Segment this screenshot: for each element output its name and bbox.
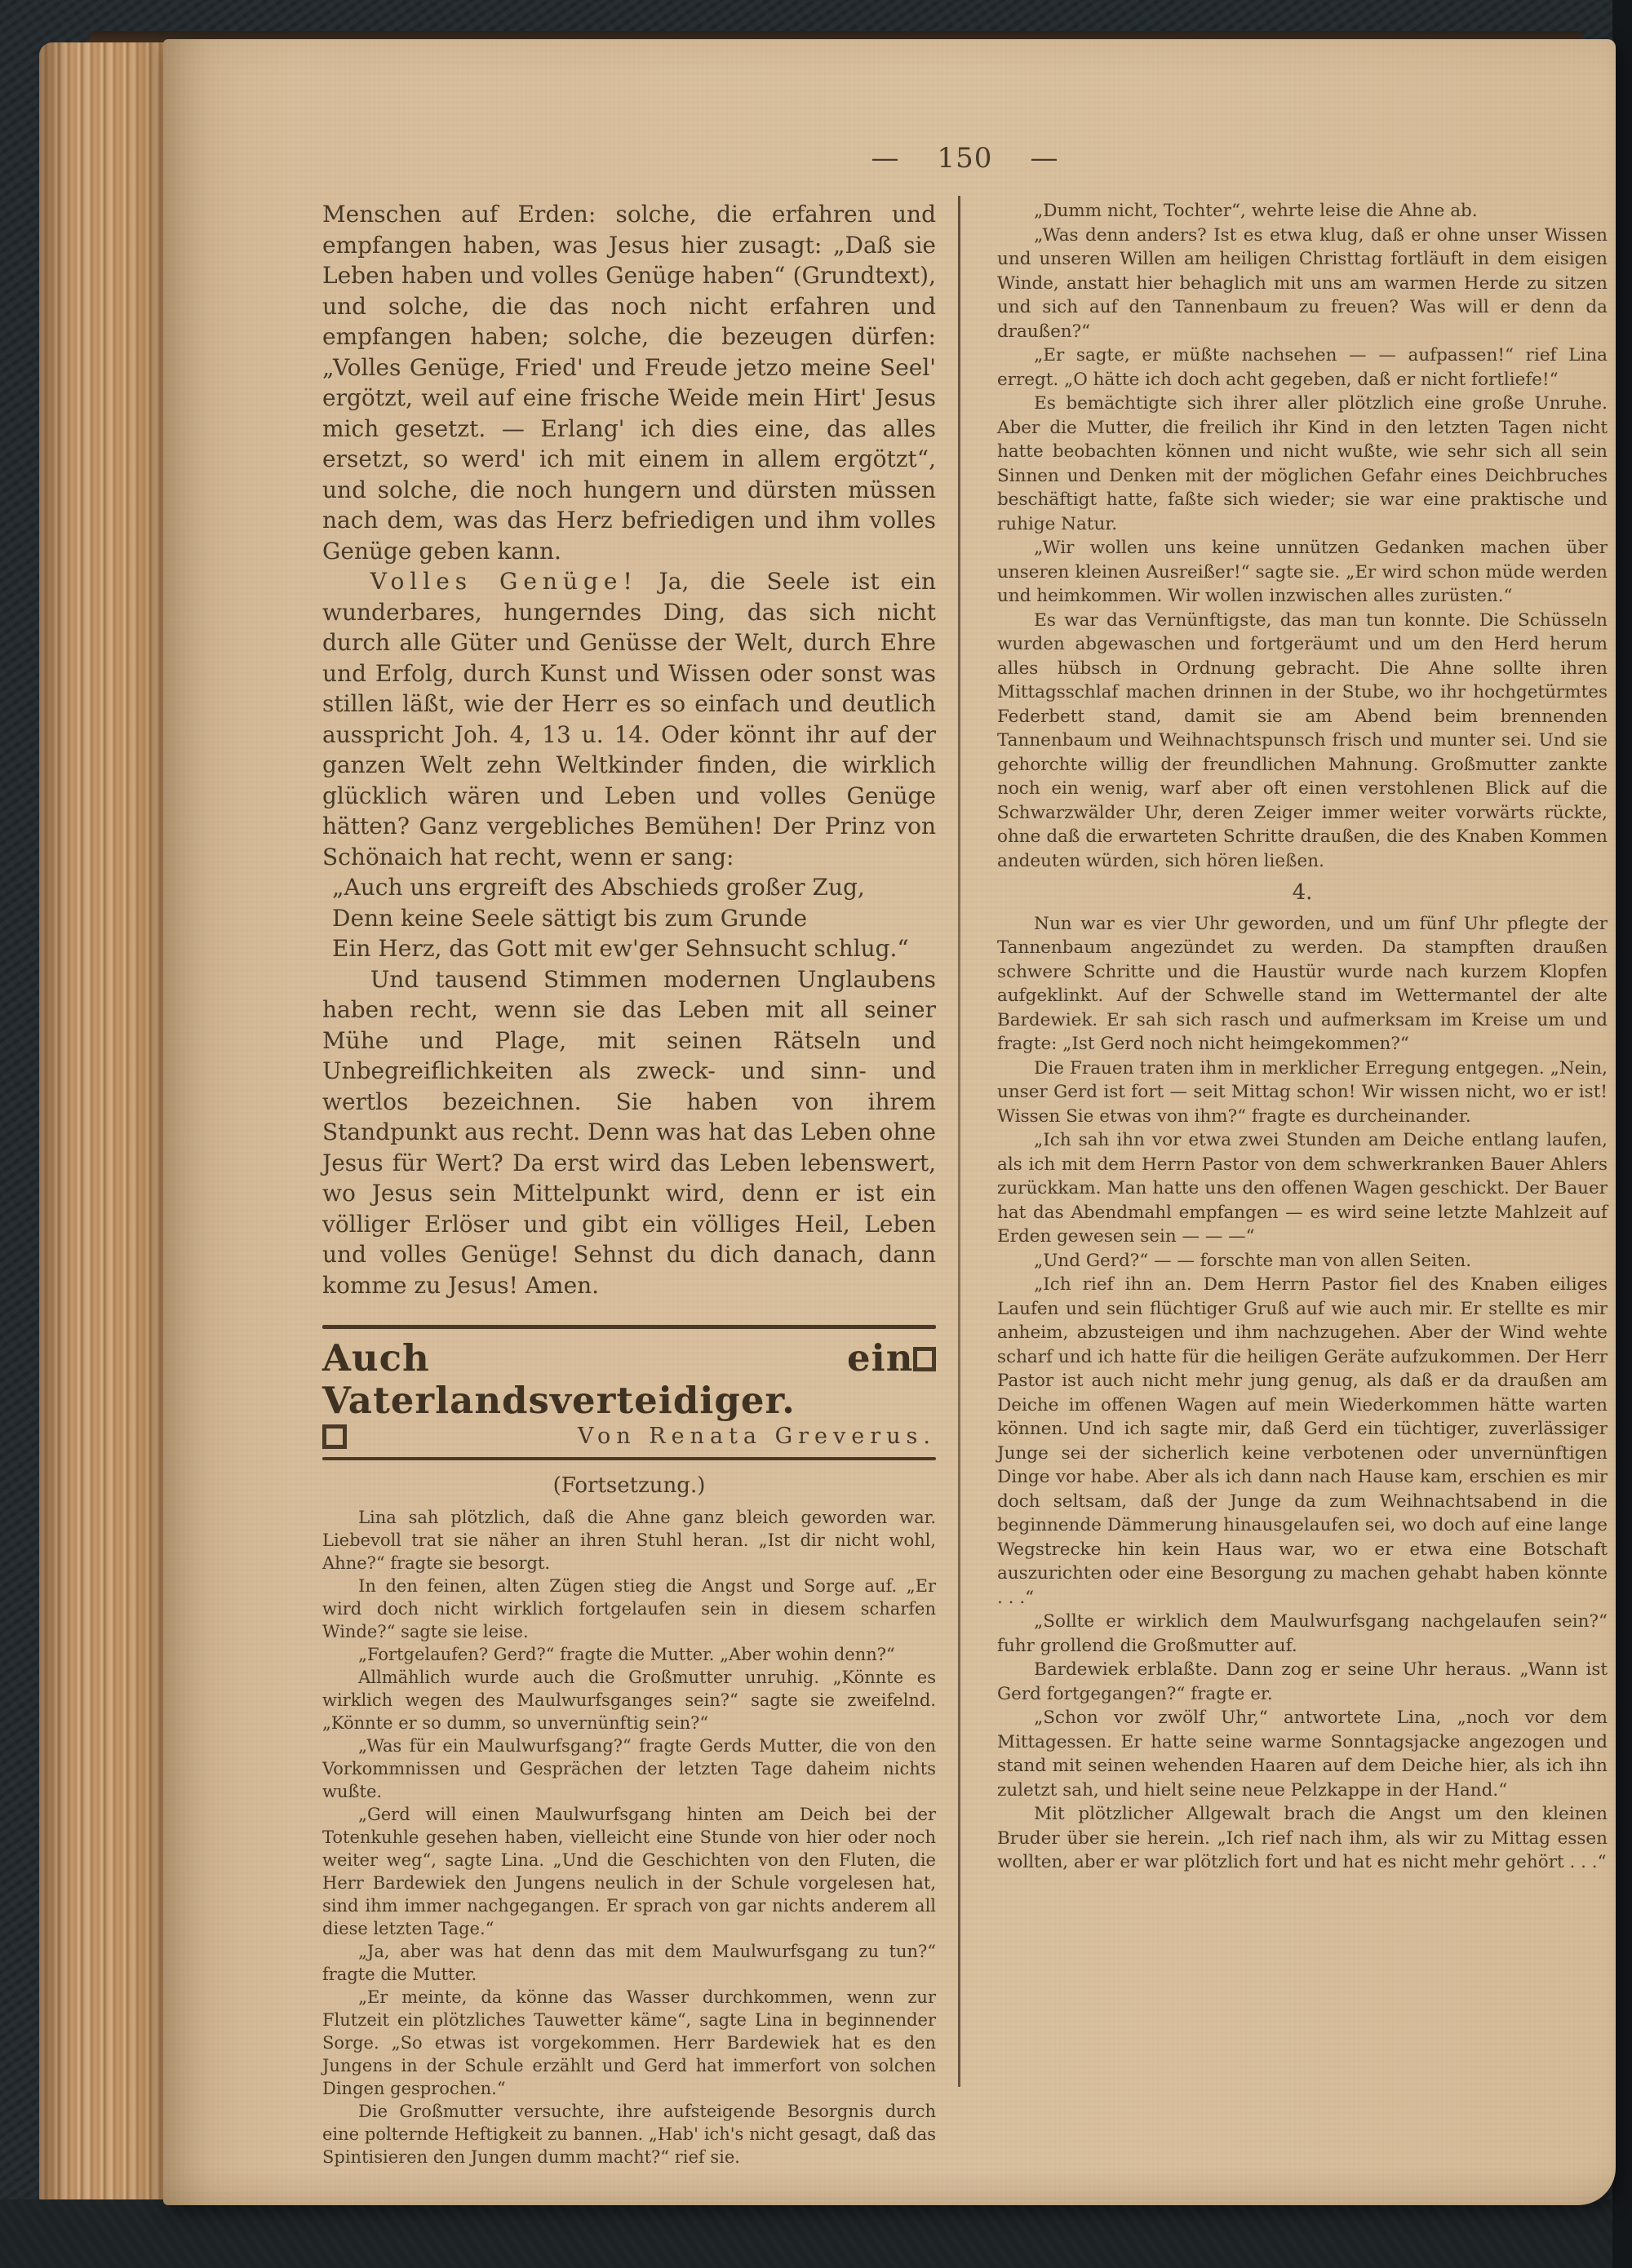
paragraph: „Er meinte, da könne das Wasser durchkommen, wenn zur Flutzeit ein plötzliches Tauwetter käme“, sagte Lina in beginnender Sorge. „So etwas ist vorgekommen. Herr Bardewiek hat es den Jungens in der Schule erzählt und Gerd hat immerfort von solchen Dingen gesprochen.“ — [322, 1987, 936, 2098]
left-column — [322, 199, 936, 2168]
page-number — [322, 142, 1608, 175]
paragraph: Lina sah plötzlich, daß die Ahne ganz bleich geworden war. Liebevoll trat sie näher an ihren Stuhl heran. „Ist dir nicht wohl, Ahne?“ fragte sie besorgt. — [322, 1508, 936, 1573]
book-cover-bottom — [0, 2199, 1632, 2268]
book-page — [163, 39, 1616, 2205]
page-number-value: 150 — [937, 142, 993, 175]
paragraph: Und tausend Stimmen modernen Unglaubens haben recht, wenn sie das Leben mit all seiner Mühe und Plage, mit seinen Rätseln und Unbegreiflichkeiten als zweck- und sinn- und wertlos bezeichnen. Sie haben von ihrem Standpunkt aus recht. Denn was hat das Leben ohne Jesus für Wert? Da erst wird das Leben lebenswert, wo Jesus sein Mittelpunkt wird, denn er ist ein völliger Erlöser und gibt ein völliges Heil, Leben und volles Genüge! Sehnst du dich danach, dann komme zu Jesus! Amen. — [322, 965, 936, 1299]
paragraph: „Er sagte, er müßte nachsehen — — aufpassen!“ rief Lina erregt. „O hätte ich doch acht gegeben, daß er nicht fortliefe!“ — [997, 345, 1608, 390]
continuation-note: (Fortsetzung.) — [552, 1473, 706, 1498]
ornament-square-icon — [913, 1347, 936, 1371]
paragraph: „Ich sah ihn vor etwa zwei Stunden am Deiche entlang laufen, als ich mit dem Herrn Pastor von dem schwerkranken Bauer Ahlers zurückkam. Man hatte uns den offenen Wagen geschickt. Der Bauer hat das Abendmahl empfangen — es wird seine letzte Mahlzeit auf Erden gewesen sein — — —“ — [997, 1130, 1608, 1247]
paragraph: „Ja, aber was hat denn das mit dem Maulwurfsgang zu tun?“ fragte die Mutter. — [322, 1942, 936, 1984]
paragraph: „Und Gerd?“ — — forschte man von allen Seiten. — [1034, 1250, 1472, 1271]
paragraph: In den feinen, alten Zügen stieg die Angst und Sorge auf. „Er wird doch nicht wirklich fortgelaufen sein in diesem scharfen Winde?“ sagte sie leise. — [322, 1576, 936, 1641]
ornament-square-icon — [322, 1424, 347, 1449]
paragraph: „Schon vor zwölf Uhr,“ antwortete Lina, „noch vor dem Mittagessen. Er hatte seine warme Sonntagsjacke angezogen und stand mit seinen wehenden Haaren auf dem Deiche hier, als ich ihn zuletzt sah, und hielt seine neue Pelzkappe in der Hand.“ — [997, 1708, 1608, 1801]
story-heading-block — [322, 1325, 936, 1498]
paragraph: Es war das Vernünftigste, das man tun konnte. Die Schüsseln wurden abgewaschen und fortgeräumt und um den Herd herum alles hübsch in Ordnung gebracht. Die Ahne sollte ihren Mittagsschlaf machen drinnen in der Stube, wo ihr hochgetürmtes Federbett stand, damit sie am Abend beim brennenden Tannenbaum und Weihnachtspunsch frisch und munter sei. Und sie gehorchte willig der freundlichen Mahnung. Großmutter zankte noch ein wenig, warf aber oft einen verstohlenen Blick auf die Schwarzwälder Uhr, deren Zeiger immer weiter vorwärts rückte, ohne daß die erwarteten Schritte draußen, die des Knaben Kommen andeuten würden, sich hören ließen. — [997, 609, 1608, 871]
paragraph: Die Frauen traten ihm in merklicher Erregung entgegen. „Nein, unser Gerd ist fort — seit Mittag schon! Wir wissen nicht, wo er ist! Wissen Sie etwas von ihm?“ fragte es durcheinander. — [997, 1057, 1608, 1127]
page-number-dash-right: — — [1030, 142, 1059, 175]
paragraph: Menschen auf Erden: solche, die erfahren und empfangen haben, was Jesus hier zusagt: „Daß sie Leben haben und volles Genüge haben“ (Grundtext), und solche, die das noch nicht erfahren und empfangen haben; solche, die bezeugen dürfen: „Volles Genüge, Fried' und Freude jetzo meine Seel' ergötzt, weil auf eine frische Weide mein Hirt' Jesus mich gesetzt. — Erlang' ich dies eine, das alles ersetzt, so werd' ich mit einem in allem ergötzt“, und solche, die noch hungern und dürsten müssen nach dem, was das Herz befriedigen und ihm volles Genüge geben kann. — [322, 201, 936, 565]
paragraph: „Fortgelaufen? Gerd?“ fragte die Mutter. „Aber wohin denn?“ — [358, 1645, 895, 1664]
paragraph: „Dumm nicht, Tochter“, wehrte leise die Ahne ab. — [1034, 201, 1478, 221]
paragraph: Es bemächtigte sich ihrer aller plötzlich eine große Unruhe. Aber die Mutter, die freilich ihr Kind in den letzten Tagen nicht hatte beobachten können und nicht wußte, wie sehr sich all sein Sinnen und Denken mit der möglichen Gefahr eines Deichbruches beschäftigt hatte, faßte sich wieder; sie war eine praktische und ruhige Natur. — [997, 393, 1608, 534]
paragraph: Allmählich wurde auch die Großmutter unruhig. „Könnte es wirklich wegen des Maulwurfsganges sein?“ sagte sie zweifelnd. „Könnte er so dumm, so unvernünftig sein?“ — [322, 1668, 936, 1733]
paragraph: „Was denn anders? Ist es etwa klug, daß er ohne unser Wissen und unseren Willen am heiligen Christtag fortläuft in dem eisigen Winde, anstatt hier behaglich mit uns am warmen Herde zu sitzen und sich auf den Tannenbaum zu freuen? Was will er denn da draußen?“ — [997, 224, 1608, 342]
story-text-left — [322, 1506, 936, 2168]
paragraph: Volles Genüge! Ja, die Seele ist ein wunderbares, hungerndes Ding, das sich nicht durch alle Güter und Genüsse der Welt, durch Ehre und Erfolg, durch Kunst und Wissen oder sonst was stillen läßt, wie der Herr es so einfach und deutlich ausspricht Joh. 4, 13 u. 14. Oder könnt ihr auf der ganzen Welt zehn Weltkinder finden, die wirklich glücklich wären und Leben und volles Genüge hätten? Ganz vergebliches Bemühen! Der Prinz von Schönaich hat recht, wenn er sang: — [322, 568, 936, 870]
story-title: Auch ein Vaterlandsverteidiger. — [322, 1336, 914, 1422]
story-text-right — [997, 199, 1608, 1875]
devotional-article-end — [322, 199, 936, 1300]
heading-rule-bottom — [322, 1457, 936, 1460]
paragraph: Bardewiek erblaßte. Dann zog er seine Uhr heraus. „Wann ist Gerd fortgegangen?“ fragte er. — [997, 1659, 1608, 1704]
right-column — [997, 199, 1608, 1875]
spaced-emphasis: Volles Genüge! — [370, 568, 638, 595]
paragraph: Mit plötzlicher Allgewalt brach die Angst um den kleinen Bruder über sie herein. „Ich rief nach ihm, als wir zu Mittag essen wollten, aber er war plötzlich fort und hat es nicht mehr gehört . . .“ — [997, 1804, 1608, 1872]
heading-rule-top — [322, 1325, 936, 1329]
verse-paragraph: „Auch uns ergreift des Abschieds großer Zug, Denn keine Seele sättigt bis zum Grunde Ein Herz, das Gott mit ew'ger Sehnsucht schlug.“ — [332, 874, 909, 962]
paragraph: „Wir wollen uns keine unnützen Gedanken machen über unseren kleinen Ausreißer!“ sagte sie. „Er wird schon müde werden und heimkommen. Wir wollen inzwischen alles zurüsten.“ — [997, 538, 1608, 606]
paragraph: „Sollte er wirklich dem Maulwurfsgang nachgelaufen sein?“ fuhr grollend die Großmutter auf. — [997, 1611, 1608, 1656]
paragraph: Die Großmutter versuchte, ihre aufsteigende Besorgnis durch eine polternde Heftigkeit zu bannen. „Hab' ich's nicht gesagt, daß das Spintisieren den Jungen dumm macht?“ rief sie. — [322, 2102, 936, 2167]
column-divider-rule — [958, 196, 960, 2087]
paragraph: „Ich rief ihn an. Dem Herrn Pastor fiel des Knaben eiliges Laufen und sein flüchtiger Gruß auf wie auch mir. Er stellte es mir anheim, abzusteigen und ihm nachzugehen. Aber der Wind wehte scharf und ich hatte für die heiligen Geräte aufzukommen. Der Herr Pastor ist auch nicht mehr jung genug, als daß er da draußen am Deiche im offenen Wagen auf mein Wiederkommen hätte warten können. Und ich sagte mir, daß Gerd ein tüchtiger, zuverlässiger Junge sei der sicherlich keine verbotenen oder unvernünftigen Dinge vor habe. Aber als ich dann nach Hause kam, erschien es mir doch seltsam, daß der Junge da zum Weihnachtsabend in die beginnende Dämmerung hinausgelaufen sei, wo doch auf eine lange Wegstrecke hin kein Haus war, wo er etwa eine Botschaft auszurichten oder eine Besorgung zu machen gehabt haben könnte . . .“ — [997, 1274, 1608, 1608]
page-number-dash-left: — — [871, 142, 900, 175]
paragraph: „Was für ein Maulwurfsgang?“ fragte Gerds Mutter, die von den Vorkommnissen und Gesprächen der letzten Tage daheim nichts wußte. — [322, 1736, 936, 1801]
section-number: 4. — [1292, 880, 1313, 905]
story-byline: Von Renata Greverus. — [578, 1424, 936, 1449]
paragraph: Nun war es vier Uhr geworden, und um fünf Uhr pflegte der Tannenbaum angezündet zu werden. Da stampften draußen schwere Schritte und die Haustür wurde nach kurzem Klopfen aufgeklinkt. Auf der Schwelle stand im Wettermantel der alte Bardewiek. Er sah sich rasch und aufmerksam im Kreise um und fragte: „Ist Gerd noch nicht heimgekommen?“ — [997, 913, 1608, 1054]
paragraph: „Gerd will einen Maulwurfsgang hinten am Deich bei der Totenkuhle gesehen haben, vielleicht eine Stunde von hier oder noch weiter weg“, sagte Lina. „Und die Geschichten von den Fluten, die Herr Bardewiek den Jungens neulich in der Schule vorgelesen hat, sind ihm immer nachgegangen. Er sprach von gar nichts anderem all diese letzten Tage.“ — [322, 1805, 936, 1938]
